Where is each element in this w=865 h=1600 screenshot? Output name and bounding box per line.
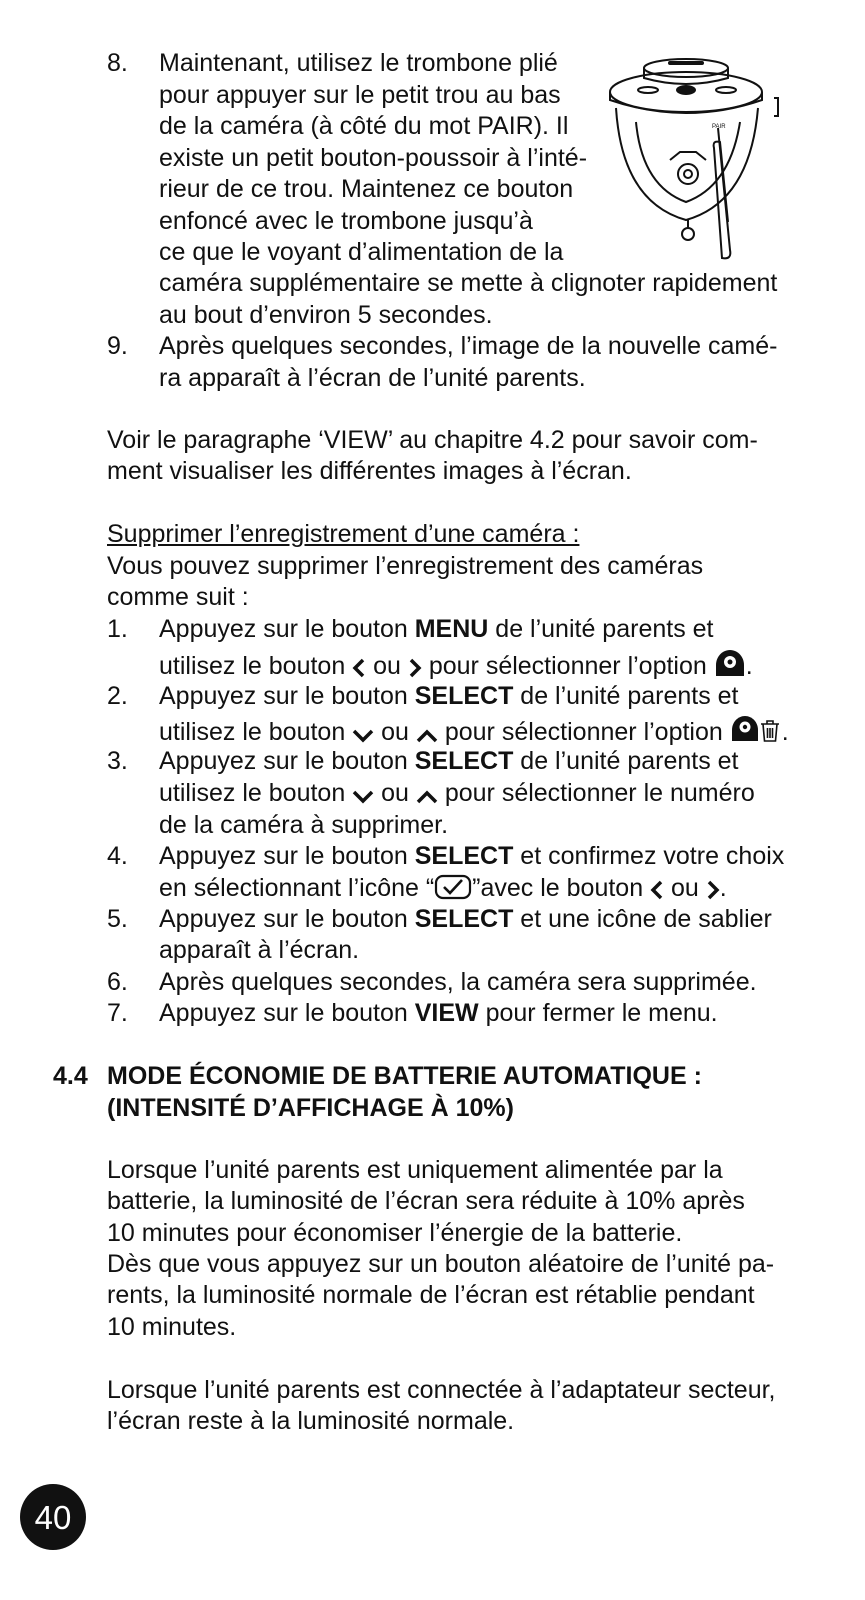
- section-title-line: MODE ÉCONOMIE DE BATTERIE AUTOMATIQUE :: [107, 1062, 702, 1090]
- camera-delete-option-icon: [730, 714, 782, 744]
- step-8-line: existe un petit bouton-poussoir à l’inté-: [159, 144, 588, 172]
- chevron-left-icon: [650, 880, 664, 900]
- page-number: 40: [34, 1498, 72, 1536]
- delete-step-3-line: utilisez le bouton ou pour sélectionner le numéro: [159, 779, 755, 807]
- delete-step-2-line: utilisez le bouton ou pour sélectionner l’option .: [159, 714, 789, 749]
- delete-step-2-line: Appuyez sur le bouton SELECT de l’unité parents et: [159, 682, 739, 710]
- chevron-right-icon: [408, 658, 422, 678]
- battery-paragraph-line: Lorsque l’unité parents est uniquement alimentée par la: [107, 1156, 723, 1184]
- section-title-line: (INTENSITÉ D’AFFICHAGE À 10%): [107, 1094, 514, 1122]
- step-8-line: au bout d’environ 5 secondes.: [159, 301, 493, 329]
- delete-step-5-line: Appuyez sur le bouton SELECT et une icône de sablier: [159, 905, 772, 933]
- step-8-line: de la caméra (à côté du mot PAIR). Il: [159, 112, 569, 140]
- battery-paragraph-line: 10 minutes.: [107, 1313, 237, 1341]
- step-number: 7.: [107, 999, 128, 1027]
- chevron-down-icon: [352, 789, 374, 805]
- camera-with-paperclip-illustration: [608, 52, 786, 262]
- step-number: 1.: [107, 615, 128, 643]
- step-number: 8.: [107, 49, 128, 77]
- delete-step-4-line: en sélectionnant l’icône “ ”avec le bouton ou .: [159, 874, 727, 902]
- step-8-line: ce que le voyant d’alimentation de la: [159, 238, 564, 266]
- step-8-line: Maintenant, utilisez le trombone plié: [159, 49, 558, 77]
- battery-paragraph-line: batterie, la luminosité de l’écran sera réduite à 10% après: [107, 1187, 745, 1215]
- adapter-paragraph-line: l’écran reste à la luminosité normale.: [107, 1407, 515, 1435]
- checkmark-confirm-icon: [434, 874, 472, 900]
- section-number: 4.4: [53, 1062, 88, 1090]
- chevron-up-icon: [416, 789, 438, 805]
- chevron-left-icon: [352, 658, 366, 678]
- delete-step-5-line: apparaît à l’écran.: [159, 936, 360, 964]
- camera-option-icon: [714, 648, 746, 678]
- step-number: 3.: [107, 747, 128, 775]
- delete-step-1-line: utilisez le bouton ou pour sélectionner l’option .: [159, 648, 753, 683]
- delete-intro-line: comme suit :: [107, 583, 249, 611]
- delete-step-4-line: Appuyez sur le bouton SELECT et confirmez votre choix: [159, 842, 785, 870]
- delete-step-3-line: Appuyez sur le bouton SELECT de l’unité parents et: [159, 747, 739, 775]
- battery-paragraph-line: rents, la luminosité normale de l’écran est rétablie pendant: [107, 1281, 755, 1309]
- delete-step-6-line: Après quelques secondes, la caméra sera supprimée.: [159, 968, 757, 996]
- delete-step-7-line: Appuyez sur le bouton VIEW pour fermer le menu.: [159, 999, 718, 1027]
- chevron-up-icon: [416, 728, 438, 744]
- view-note-line: ment visualiser les différentes images à l’écran.: [107, 457, 632, 485]
- delete-heading: Supprimer l’enregistrement d’une caméra :: [107, 520, 580, 548]
- adapter-paragraph-line: Lorsque l’unité parents est connectée à l’adaptateur secteur,: [107, 1376, 776, 1404]
- chevron-down-icon: [352, 728, 374, 744]
- step-8-line: caméra supplémentaire se mette à clignoter rapidement: [159, 269, 778, 297]
- step-number: 6.: [107, 968, 128, 996]
- step-9-line: Après quelques secondes, l’image de la nouvelle camé-: [159, 332, 778, 360]
- delete-step-1-line: Appuyez sur le bouton MENU de l’unité parents et: [159, 615, 714, 643]
- delete-intro-line: Vous pouvez supprimer l’enregistrement des caméras: [107, 552, 704, 580]
- battery-paragraph-line: 10 minutes pour économiser l’énergie de la batterie.: [107, 1219, 683, 1247]
- battery-paragraph-line: Dès que vous appuyez sur un bouton aléatoire de l’unité pa-: [107, 1250, 775, 1278]
- step-number: 2.: [107, 682, 128, 710]
- page-number-badge: [20, 1484, 86, 1550]
- delete-step-3-line: de la caméra à supprimer.: [159, 811, 449, 839]
- step-number: 9.: [107, 332, 128, 360]
- view-note-line: Voir le paragraphe ‘VIEW’ au chapitre 4.2 pour savoir com-: [107, 426, 758, 454]
- step-8-line: pour appuyer sur le petit trou au bas: [159, 81, 561, 109]
- step-number: 4.: [107, 842, 128, 870]
- step-8-line: rieur de ce trou. Maintenez ce bouton: [159, 175, 574, 203]
- chevron-right-icon: [706, 880, 720, 900]
- pair-label: PAIR: [712, 124, 726, 130]
- step-9-line: ra apparaît à l’écran de l’unité parents.: [159, 364, 586, 392]
- step-number: 5.: [107, 905, 128, 933]
- step-8-line: enfoncé avec le trombone jusqu’à: [159, 207, 533, 235]
